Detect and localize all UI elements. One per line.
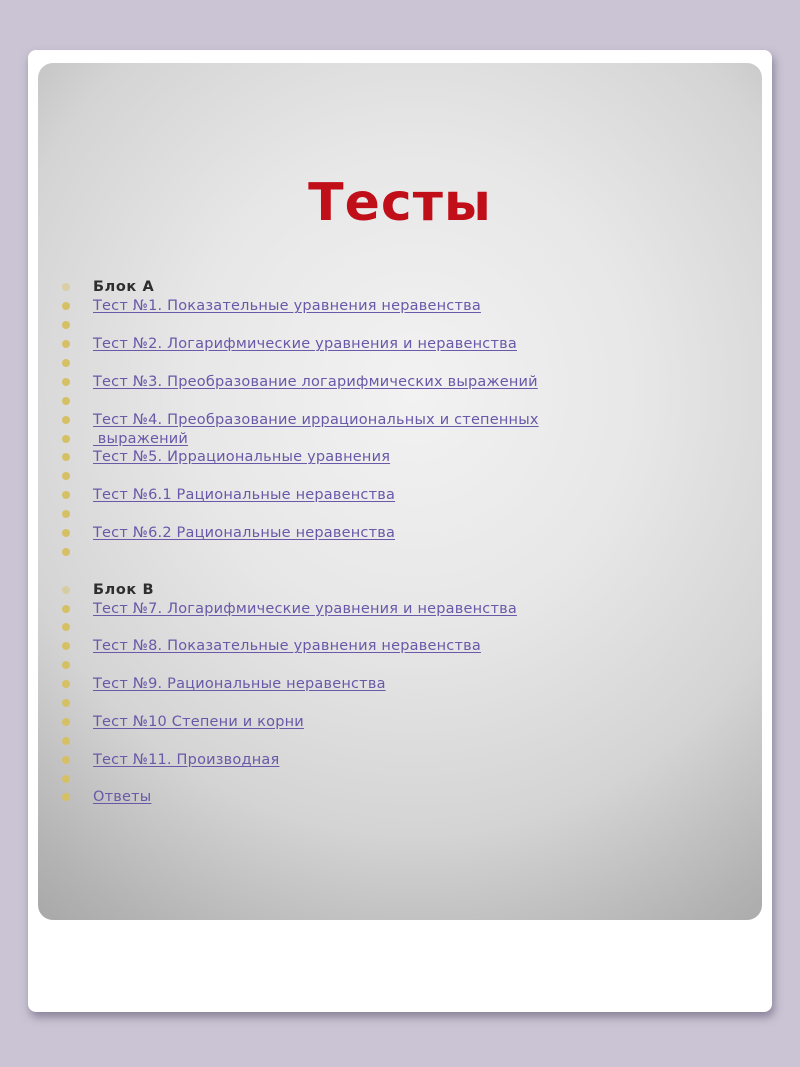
empty-row [62,618,746,637]
empty-row [62,505,746,524]
bullet-icon [62,491,70,499]
bullet-icon [62,623,70,631]
test-link[interactable]: Тест №6.1 Рациональные неравенства [93,487,396,504]
test-link-row [62,599,746,618]
section-header: Блок В [93,581,155,598]
bullet-icon [62,756,70,764]
empty-row [62,656,746,675]
test-list [62,278,746,807]
bullet-icon [62,283,70,291]
empty-row [62,542,746,561]
test-link[interactable]: Ответы [93,789,152,806]
bullet-icon [62,642,70,650]
bullet-icon [62,472,70,480]
test-link-row [62,712,746,731]
test-link[interactable]: Тест №11. Производная [93,751,280,768]
section-header-row [62,278,746,297]
empty-row [62,354,746,373]
bullet-icon [62,529,70,537]
bullet-icon [62,793,70,801]
test-link-row [62,448,746,467]
section-header: Блок А [93,279,155,296]
bullet-icon [62,510,70,518]
test-link[interactable]: выражений [93,430,189,447]
empty-row [62,467,746,486]
test-link[interactable]: Тест №7. Логарифмические уравнения и неравенства [93,600,517,617]
test-link[interactable]: Тест №9. Рациональные неравенства [93,676,386,693]
bullet-icon [62,416,70,424]
test-link-row [62,335,746,354]
empty-row [62,316,746,335]
test-link[interactable]: Тест №1. Показательные уравнения неравенства [93,298,481,315]
test-link[interactable]: Тест №8. Показательные уравнения неравенства [93,638,481,655]
test-link-row [62,297,746,316]
bullet-icon [62,586,70,594]
test-link[interactable]: Тест №5. Иррациональные уравнения [93,449,391,466]
bullet-icon [62,737,70,745]
slide-title: Тесты [308,173,492,233]
bullet-icon [62,661,70,669]
test-link-row [62,429,746,448]
test-link[interactable]: Тест №3. Преобразование логарифмических выражений [93,373,538,390]
bullet-icon [62,718,70,726]
empty-row [62,731,746,750]
empty-row [62,769,746,788]
bullet-icon [62,453,70,461]
bullet-icon [62,340,70,348]
test-link-row [62,750,746,769]
bullet-icon [62,775,70,783]
section-header-row [62,580,746,599]
test-link[interactable]: Тест №2. Логарифмические уравнения и неравенства [93,336,517,353]
test-link-row [62,675,746,694]
test-link-row [62,486,746,505]
test-link[interactable]: Тест №10 Степени и корни [93,713,304,730]
test-link-row [62,410,746,429]
document-page [28,50,772,1012]
bullet-icon [62,548,70,556]
empty-row [62,694,746,713]
bullet-icon [62,435,70,443]
bullet-icon [62,378,70,386]
bullet-icon [62,397,70,405]
empty-row [62,561,746,580]
test-link-row [62,637,746,656]
bullet-icon [62,321,70,329]
test-link[interactable]: Тест №4. Преобразование иррациональных и степенных [93,411,539,428]
bullet-icon [62,359,70,367]
slide [38,63,762,920]
bullet-icon [62,699,70,707]
bullet-icon [62,605,70,613]
test-link-row [62,372,746,391]
test-link-row [62,524,746,543]
bullet-icon [62,302,70,310]
empty-row [62,391,746,410]
bullet-icon [62,680,70,688]
test-link-row [62,788,746,807]
test-link[interactable]: Тест №6.2 Рациональные неравенства [93,525,396,542]
